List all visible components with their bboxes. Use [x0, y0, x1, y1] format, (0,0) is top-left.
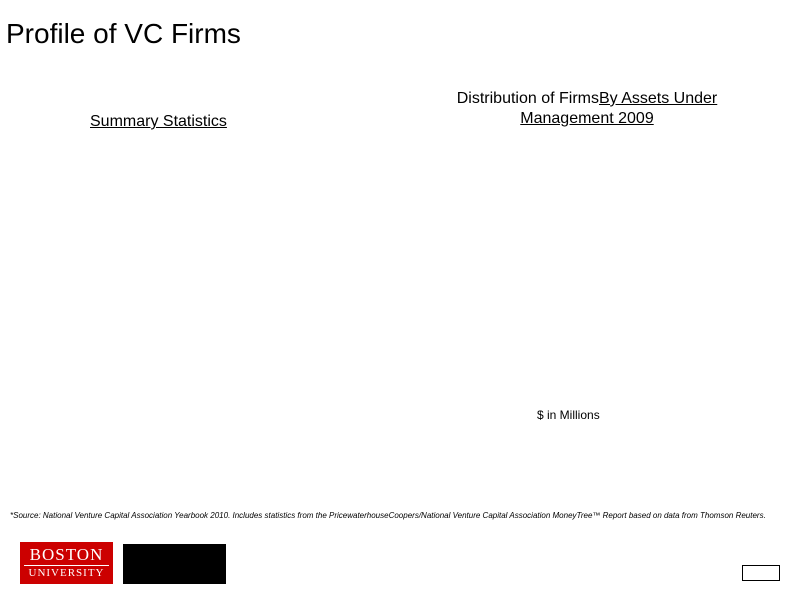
logo-line1: BOSTON [29, 545, 104, 564]
distribution-heading-part2: By Assets Under [598, 90, 718, 107]
slide-title: Profile of VC Firms [6, 18, 241, 49]
logo-line2: UNIVERSITY [24, 565, 109, 580]
distribution-heading-part1: Distribution of Firms [456, 90, 599, 107]
boston-university-logo [20, 542, 113, 584]
source-footnote: *Source: National Venture Capital Association Yearbook 2010. Includes statistics from the PricewaterhouseCoopers/National Venture Capital Association MoneyTree™ Report based on data from Thomson Reuters. [10, 511, 766, 520]
slide-number-box [742, 565, 780, 581]
units-label: $ in Millions [537, 408, 600, 422]
distribution-heading [430, 89, 744, 129]
summary-statistics-heading: Summary Statistics [90, 113, 227, 130]
black-placeholder-block [123, 544, 226, 584]
distribution-heading-part3: Management 2009 [520, 110, 654, 127]
